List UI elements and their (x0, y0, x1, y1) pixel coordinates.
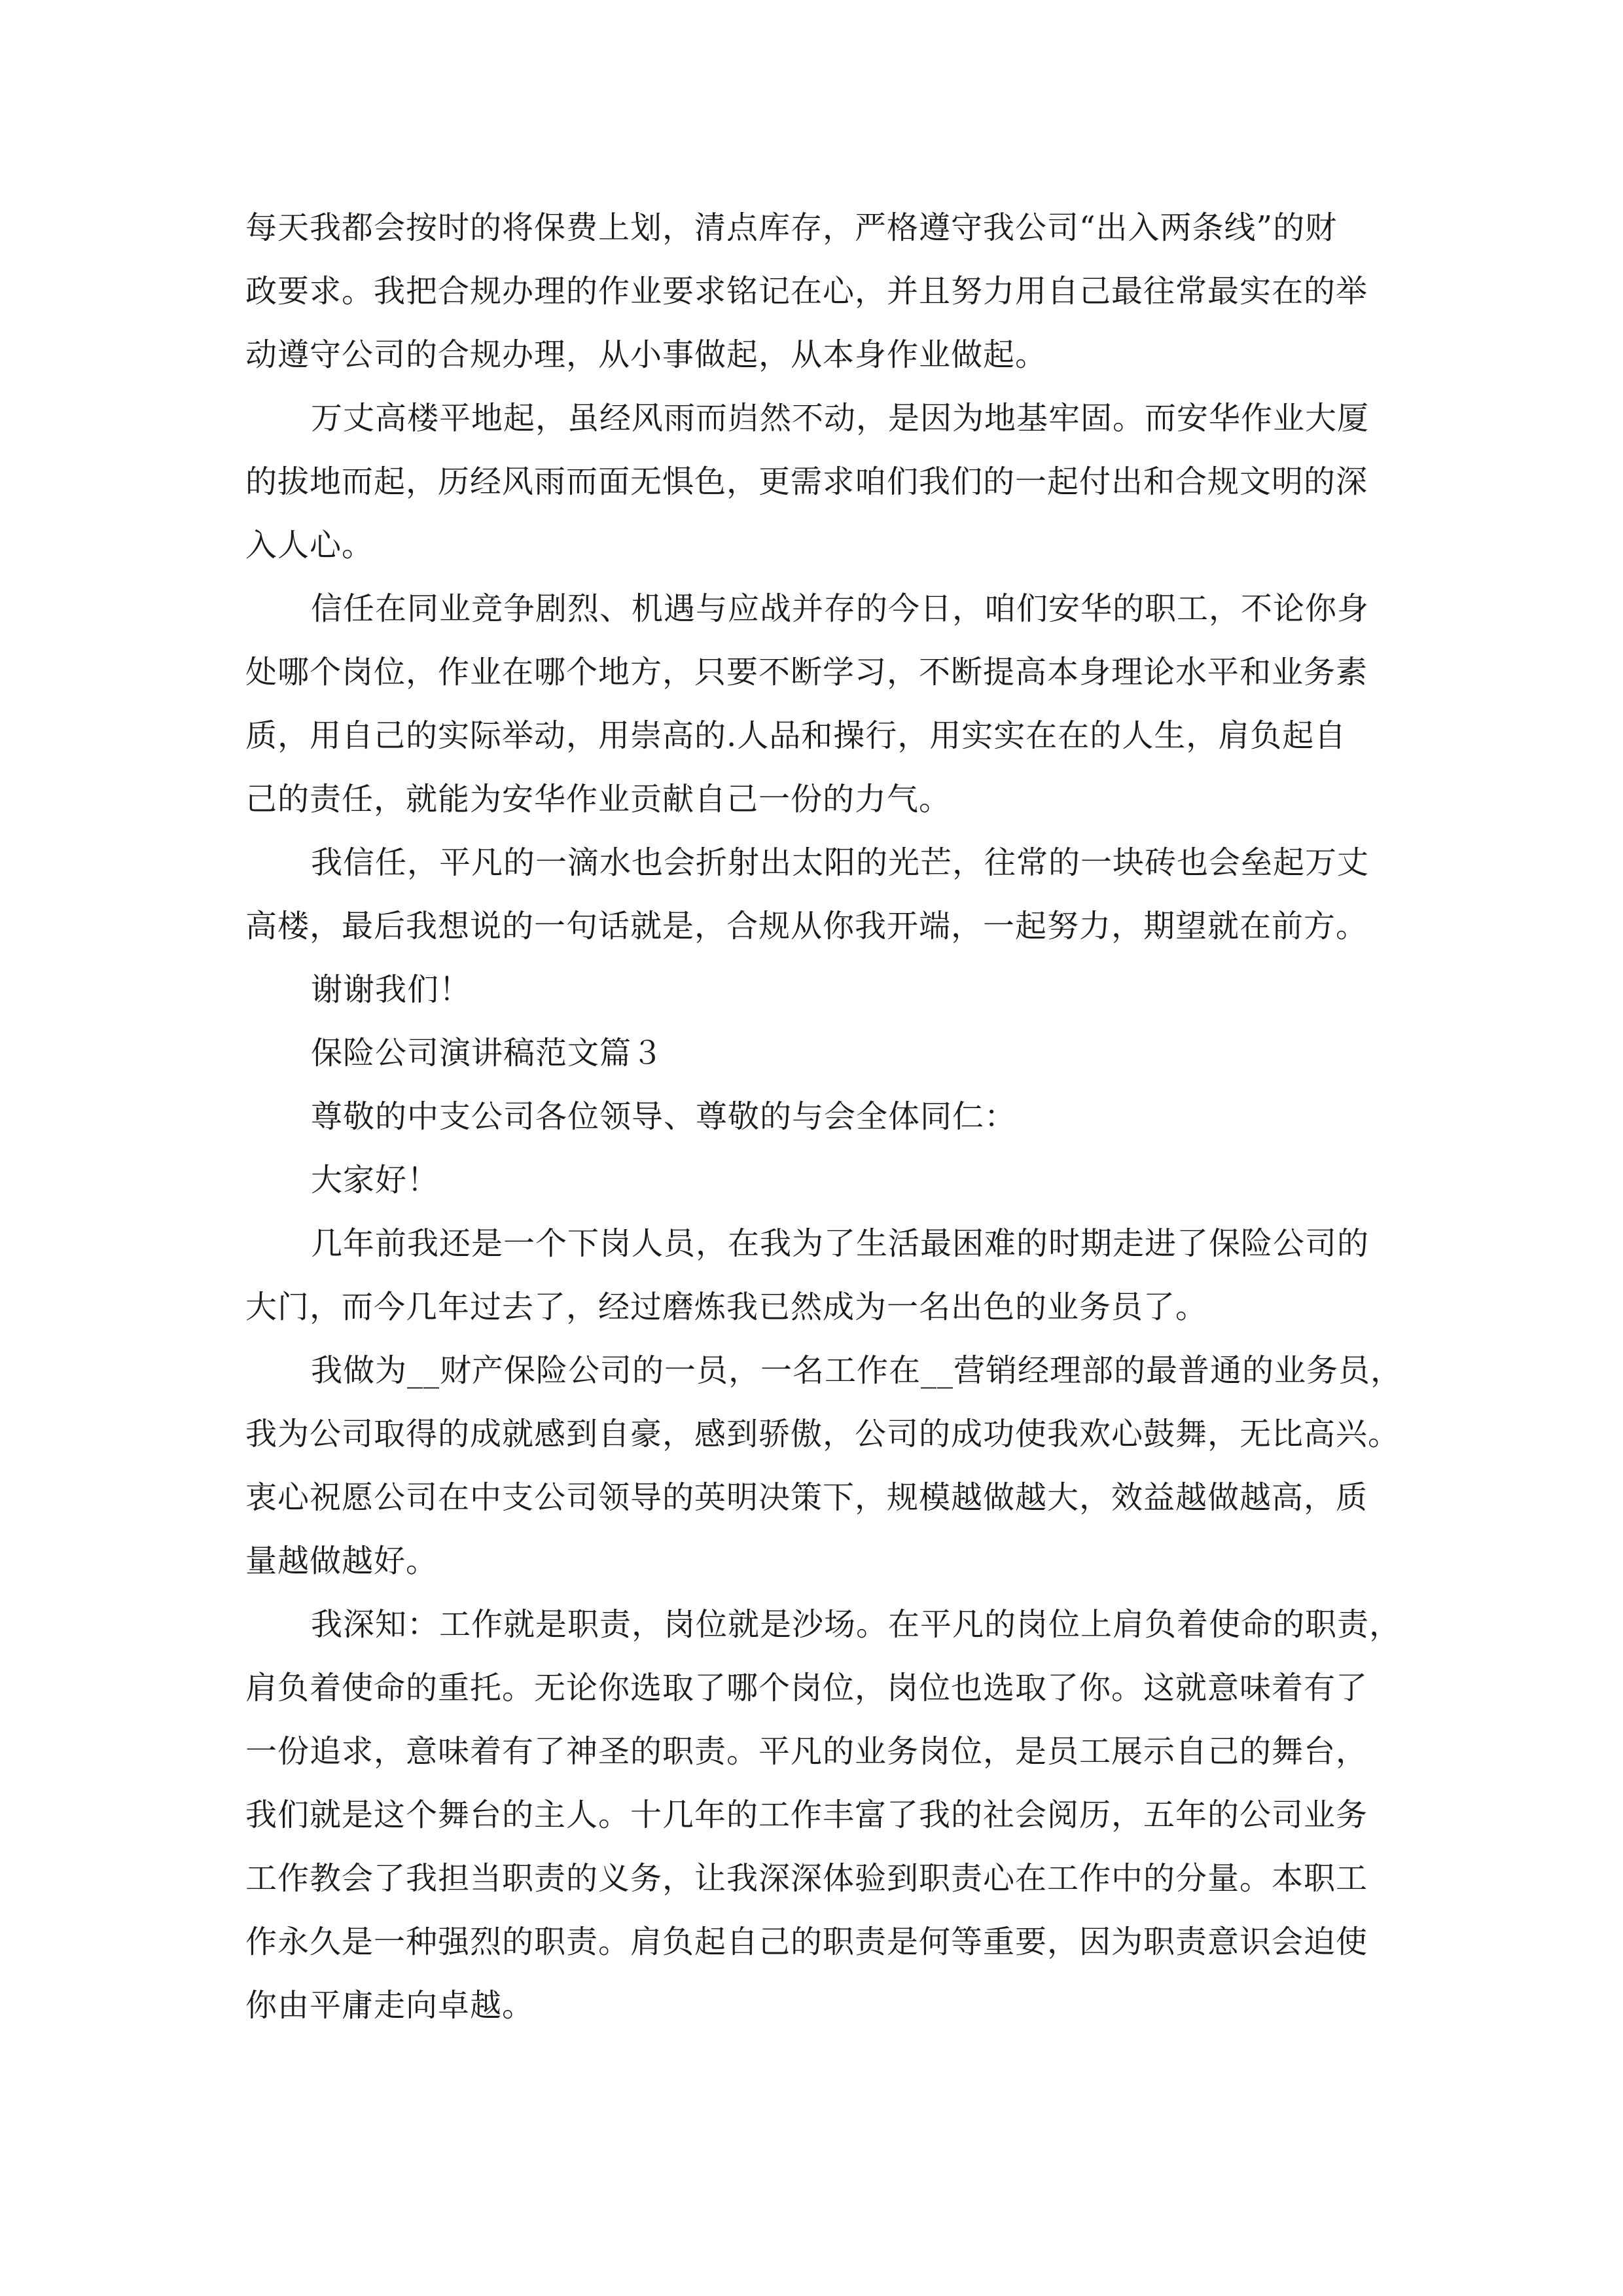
document-body (245, 196, 1403, 2037)
text-line: 作永久是一种强烈的职责。肩负起自己的职责是何等重要，因为职责意识会迫使 (245, 1924, 1368, 1960)
section-heading (245, 1022, 1397, 1085)
text-line: 的拔地而起，历经风雨而面无惧色，更需求咱们我们的一起付出和合规文明的深 (245, 463, 1368, 500)
text-line: 处哪个岗位，作业在哪个地方，只要不断学习，不断提高本身理论水平和业务素 (245, 654, 1368, 691)
salutation (245, 1085, 1397, 1149)
section-title: 保险公司演讲稿范文篇３ (311, 1035, 664, 1071)
paragraph-6 (245, 1339, 1403, 1593)
text-line: 谢谢我们！ (311, 971, 472, 1008)
paragraph-3 (245, 577, 1397, 831)
text-line: 量越做越好。 (245, 1543, 438, 1579)
text-line: 万丈高楼平地起，虽经风雨而岿然不动，是因为地基牢固。而安华作业大厦 (311, 400, 1370, 437)
text-line: 大家好！ (311, 1162, 440, 1198)
text-line: 信任在同业竞争剧烈、机遇与应战并存的今日，咱们安华的职工，不论你身 (311, 590, 1370, 627)
text-line: 我做为__财产保险公司的一员，一名工作在__营销经理部的最普通的业务员， (311, 1352, 1403, 1389)
greeting (245, 1149, 1397, 1212)
text-line: 肩负着使命的重托。无论你选取了哪个岗位，岗位也选取了你。这就意味着有了 (245, 1670, 1368, 1706)
paragraph-1 (245, 196, 1397, 387)
paragraph-5 (245, 1212, 1397, 1339)
text-line: 一份追求，意味着有了神圣的职责。平凡的业务岗位，是员工展示自己的舞台， (245, 1733, 1368, 1770)
text-line: 政要求。我把合规办理的作业要求铭记在心，并且努力用自己最往常最实在的举 (245, 273, 1368, 310)
text-line: 我深知：工作就是职责，岗位就是沙场。在平凡的岗位上肩负着使命的职责， (311, 1606, 1402, 1643)
text-line: 质，用自己的实际举动，用崇高的.人品和操行，用实实在在的人生，肩负起自 (245, 717, 1347, 754)
text-line: 高楼，最后我想说的一句话就是，合规从你我开端，一起努力，期望就在前方。 (245, 908, 1368, 944)
paragraph-thanks (245, 958, 1397, 1022)
text-line: 己的责任，就能为安华作业贡献自己一份的力气。 (245, 781, 952, 817)
text-line: 大门，而今几年过去了，经过磨炼我已然成为一名出色的业务员了。 (245, 1289, 1208, 1325)
paragraph-2 (245, 387, 1397, 577)
text-line: 衷心祝愿公司在中支公司领导的英明决策下，规模越做越大，效益越做越高，质 (245, 1479, 1368, 1516)
text-line: 动遵守公司的合规办理，从小事做起，从本身作业做起。 (245, 336, 1048, 373)
text-line: 你由平庸走向卓越。 (245, 1987, 535, 2024)
text-line: 入人心。 (245, 527, 374, 564)
text-line: 尊敬的中支公司各位领导、尊敬的与会全体同仁： (311, 1098, 1017, 1135)
text-line: 几年前我还是一个下岗人员，在我为了生活最困难的时期走进了保险公司的 (311, 1225, 1370, 1262)
text-line: 我们就是这个舞台的主人。十几年的工作丰富了我的社会阅历，五年的公司业务 (245, 1797, 1368, 1833)
text-line: 我信任，平凡的一滴水也会折射出太阳的光芒，往常的一块砖也会垒起万丈 (311, 844, 1370, 881)
text-line: 工作教会了我担当职责的义务，让我深深体验到职责心在工作中的分量。本职工 (245, 1860, 1368, 1897)
paragraph-4 (245, 831, 1397, 958)
text-line: 我为公司取得的成就感到自豪，感到骄傲，公司的成功使我欢心鼓舞，无比高兴。 (245, 1416, 1400, 1452)
paragraph-7 (245, 1593, 1402, 2037)
text-line: 每天我都会按时的将保费上划，清点库存，严格遵守我公司“出入两条线”的财 (245, 209, 1338, 246)
